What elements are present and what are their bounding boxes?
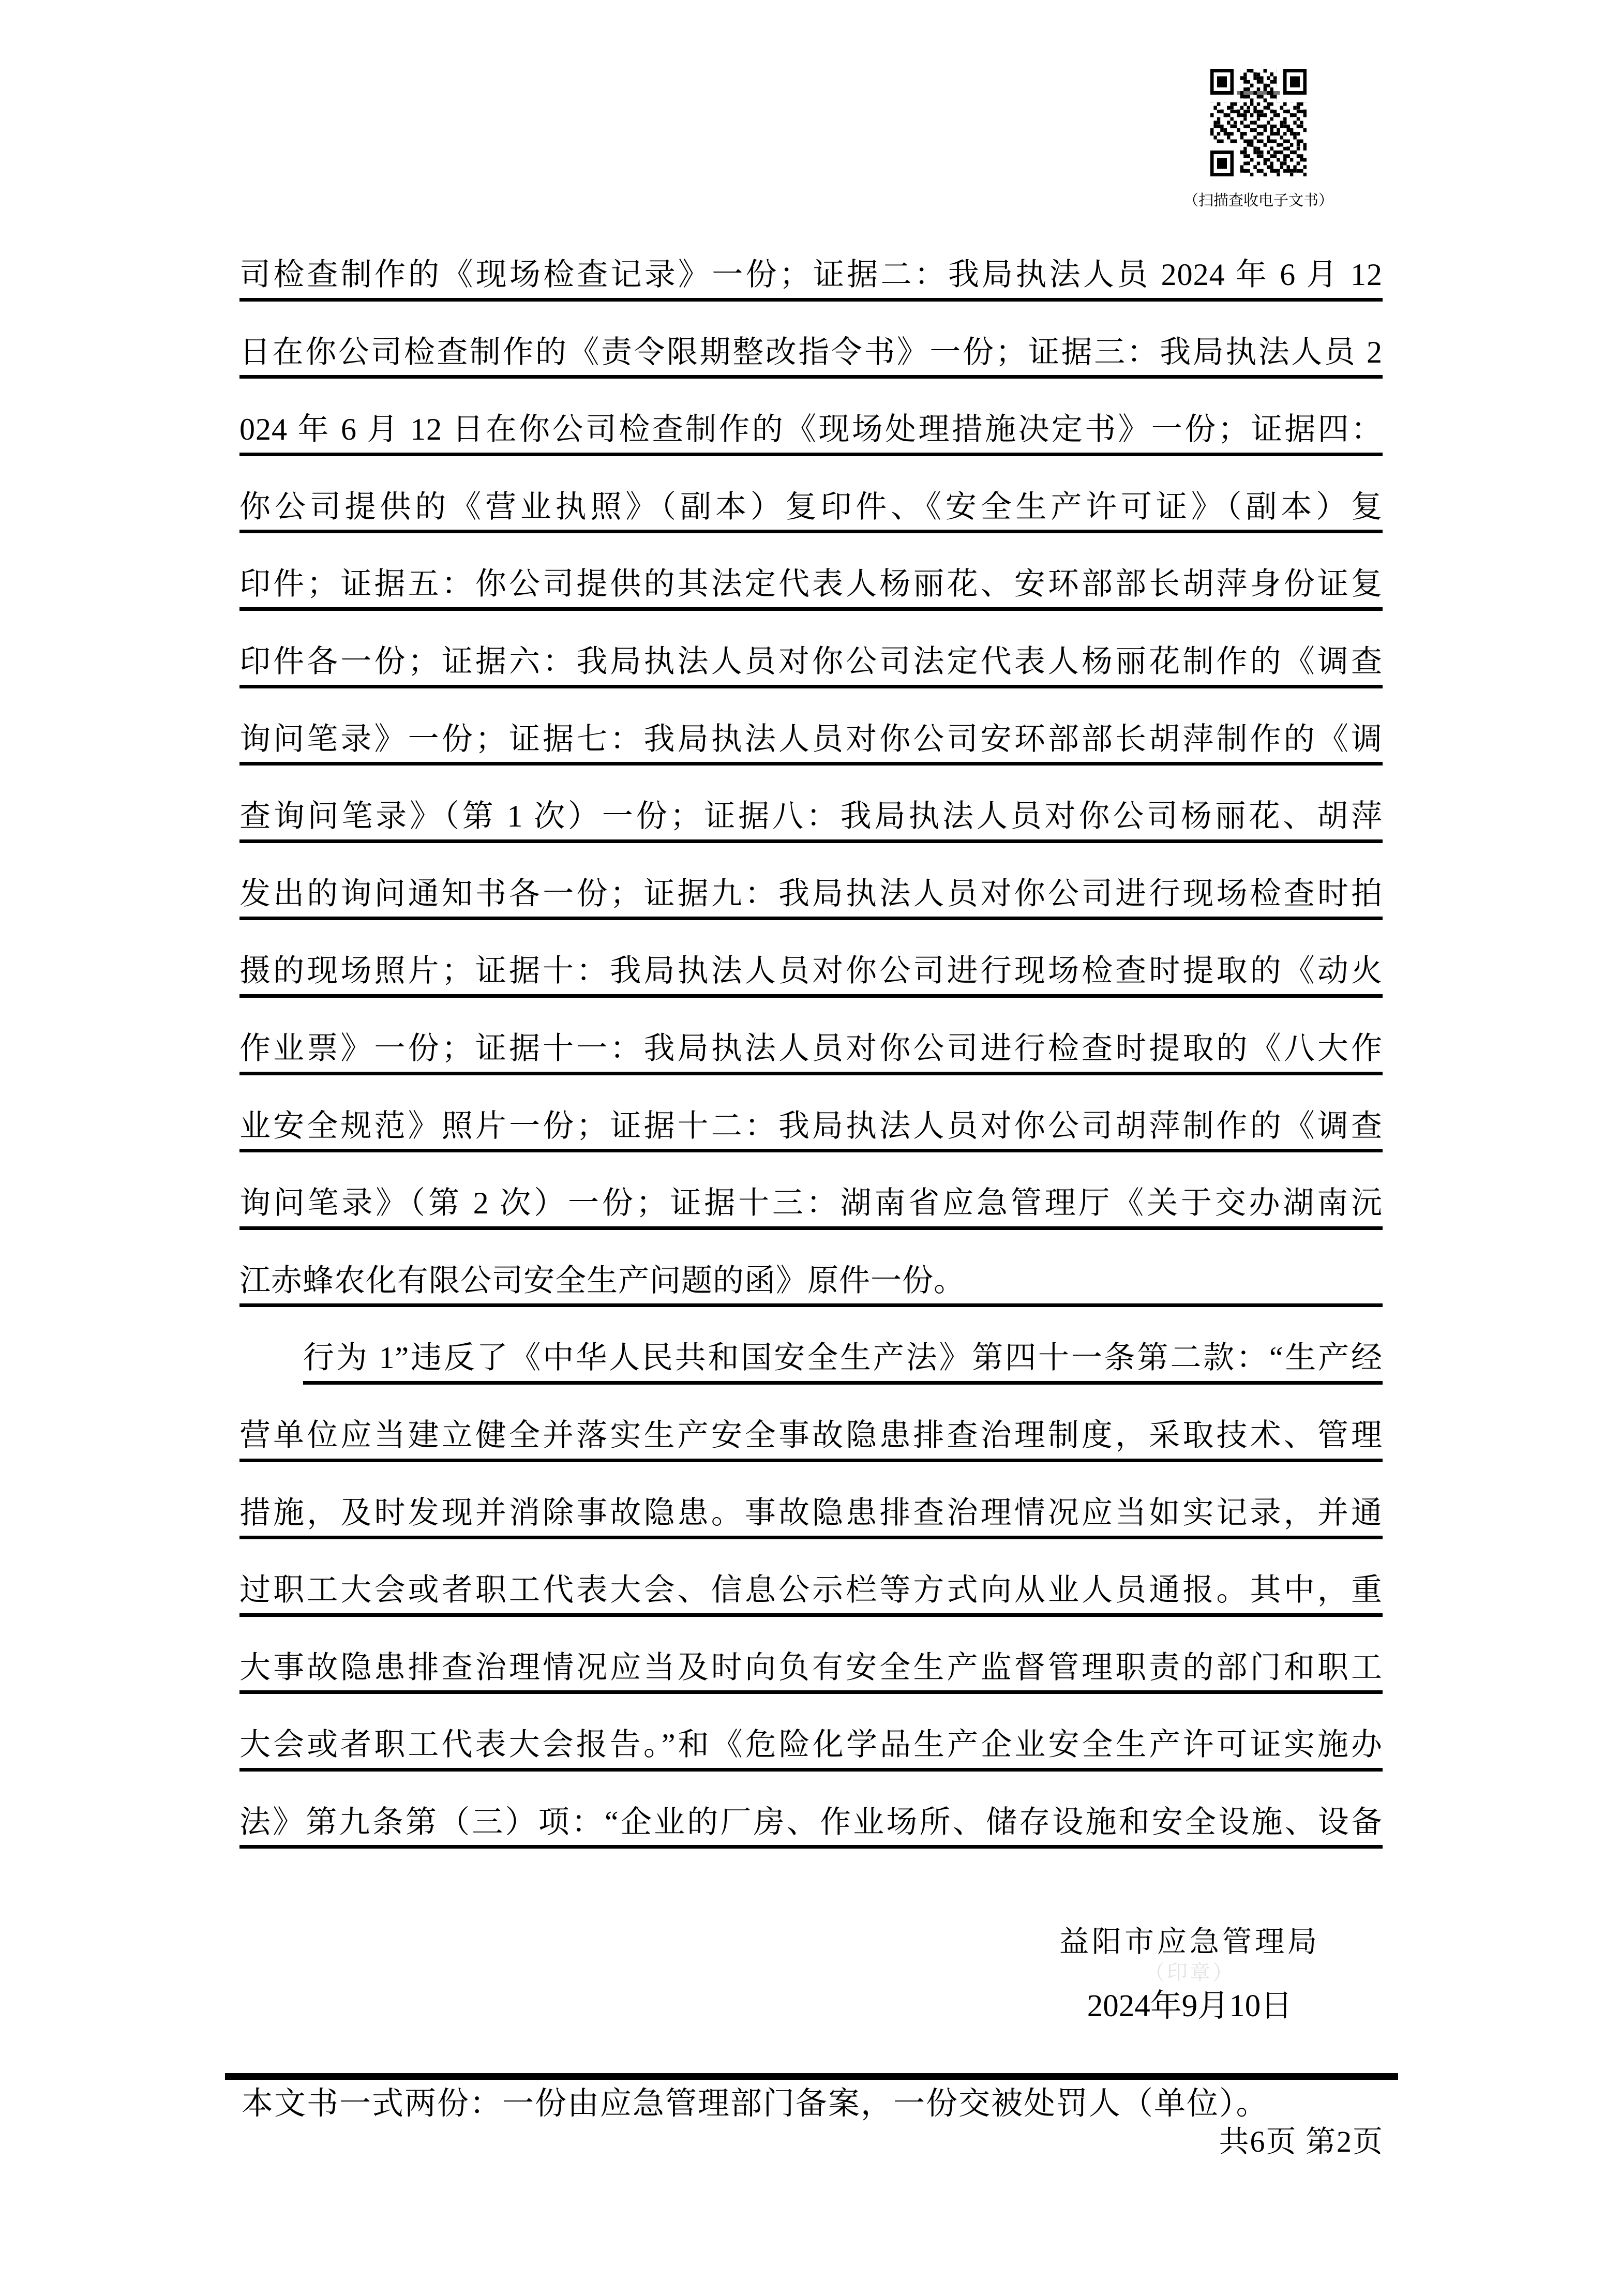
qr-caption: （扫描查收电子文书） bbox=[1183, 192, 1333, 209]
qr-code bbox=[1210, 69, 1307, 176]
footer-divider bbox=[225, 2073, 1398, 2080]
body-line: 024 年 6 月 12 日在你公司检查制作的《现场处理措施决定书》一份；证据四： bbox=[239, 379, 1383, 456]
body-line: 行为 1”违反了《中华人民共和国安全生产法》第四十一条第二款：“生产经 bbox=[303, 1307, 1383, 1385]
body-line: 过职工大会或者职工代表大会、信息公示栏等方式向从业人员通报。其中，重 bbox=[239, 1539, 1383, 1617]
body-line: 询问笔录》（第 2 次）一份；证据十三：湖南省应急管理厅《关于交办湖南沅 bbox=[239, 1152, 1383, 1230]
body-line: 日在你公司检查制作的《责令限期整改指令书》一份；证据三：我局执法人员 2 bbox=[239, 302, 1383, 379]
signature-block bbox=[931, 1926, 1448, 2023]
seal-placeholder: （印章） bbox=[1144, 1961, 1235, 1984]
body-line: 你公司提供的《营业执照》（副本）复印件、《安全生产许可证》（副本）复 bbox=[239, 456, 1383, 534]
document-body bbox=[239, 224, 1383, 1849]
issuing-agency: 益阳市应急管理局 bbox=[1059, 1926, 1320, 1958]
body-line: 司检查制作的《现场检查记录》一份；证据二：我局执法人员 2024 年 6 月 12 bbox=[239, 224, 1383, 302]
issue-date: 2024年9月10日 bbox=[1087, 1989, 1293, 2023]
body-line: 查询问笔录》（第 1 次）一份；证据八：我局执法人员对你公司杨丽花、胡萍 bbox=[239, 766, 1383, 843]
body-line: 营单位应当建立健全并落实生产安全事故隐患排查治理制度，采取技术、管理 bbox=[239, 1385, 1383, 1462]
footer-note: 本文书一式两份：一份由应急管理部门备案，一份交被处罚人（单位）。 bbox=[242, 2087, 1269, 2121]
body-line: 大事故隐患排查治理情况应当及时向负有安全生产监督管理职责的部门和职工 bbox=[239, 1617, 1383, 1694]
body-line: 江赤蜂农化有限公司安全生产问题的函》原件一份。 bbox=[239, 1230, 1383, 1308]
page-indicator bbox=[239, 2124, 1384, 2160]
body-line: 询问笔录》一份；证据七：我局执法人员对你公司安环部部长胡萍制作的《调 bbox=[239, 688, 1383, 766]
body-line: 发出的询问通知书各一份；证据九：我局执法人员对你公司进行现场检查时拍 bbox=[239, 843, 1383, 921]
body-line: 摄的现场照片；证据十：我局执法人员对你公司进行现场检查时提取的《动火 bbox=[239, 920, 1383, 998]
body-line: 印件各一份；证据六：我局执法人员对你公司法定代表人杨丽花制作的《调查 bbox=[239, 611, 1383, 688]
body-line: 印件；证据五：你公司提供的其法定代表人杨丽花、安环部部长胡萍身份证复 bbox=[239, 533, 1383, 611]
body-line: 大会或者职工代表大会报告。”和《危险化学品生产企业安全生产许可证实施办 bbox=[239, 1694, 1383, 1772]
page-indicator-text: 共6页 第2页 bbox=[1219, 2125, 1384, 2158]
body-line: 措施，及时发现并消除事故隐患。事故隐患排查治理情况应当如实记录，并通 bbox=[239, 1462, 1383, 1540]
body-line: 法》第九条第（三）项：“企业的厂房、作业场所、储存设施和安全设施、设备 bbox=[239, 1772, 1383, 1849]
body-line: 作业票》一份；证据十一：我局执法人员对你公司进行检查时提取的《八大作 bbox=[239, 998, 1383, 1075]
body-line: 业安全规范》照片一份；证据十二：我局执法人员对你公司胡萍制作的《调查 bbox=[239, 1075, 1383, 1153]
qr-code-icon bbox=[1210, 69, 1307, 176]
